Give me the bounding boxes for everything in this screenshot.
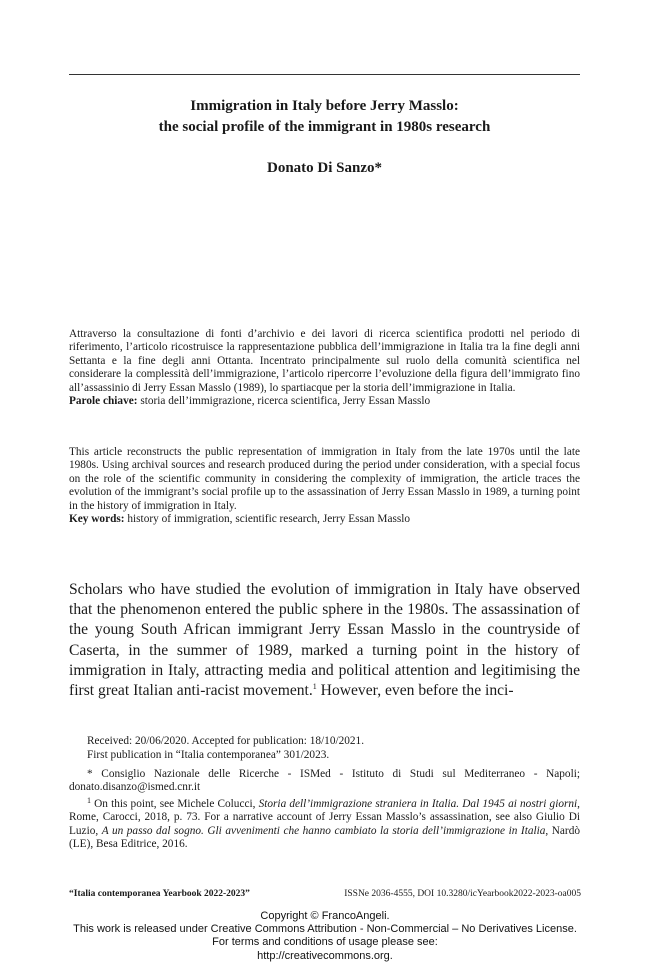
- footnote-1: [69, 795, 580, 852]
- keywords-italian-label: Parole chiave:: [69, 395, 138, 408]
- body-text-continued: However, even before the inci-: [316, 682, 514, 700]
- footnote-1-part-b: , Rome, Carocci, 2018, p. 73. For a narrative account of Jerry Essan Masslo’s assassination, see also Giulio Di Luzio,: [69, 797, 580, 837]
- journal-name: “Italia contemporanea Yearbook 2022-2023”: [69, 889, 250, 899]
- received-accepted: Received: 20/06/2020. Accepted for publication: 18/10/2021.: [87, 735, 365, 747]
- footnote-1-mark: 1: [87, 795, 91, 805]
- header-rule: [69, 74, 580, 75]
- keywords-english-list: history of immigration, scientific research, Jerry Essan Masslo: [127, 513, 411, 526]
- article-title: [69, 96, 580, 138]
- copyright-line: Copyright © FrancoAngeli.: [260, 910, 390, 922]
- license-notice: [0, 910, 650, 963]
- publication-dates: [87, 734, 580, 762]
- terms-line: For terms and conditions of usage please see:: [212, 936, 438, 949]
- license-url[interactable]: http://creativecommons.org.: [257, 949, 393, 962]
- keywords-italian-list: storia dell’immigrazione, ricerca scientifica, Jerry Essan Masslo: [140, 395, 431, 408]
- keywords-english-label: Key words:: [69, 513, 125, 526]
- footnotes: [69, 768, 580, 854]
- author-name: Donato Di Sanzo*: [266, 160, 382, 176]
- body-paragraph: [69, 580, 580, 701]
- keywords-italian: [69, 395, 580, 408]
- abstract-english: [69, 446, 580, 526]
- abstract-english-text: This article reconstructs the public representation of immigration in Italy from the late 1970s until the late 1980s. Using archival sources and research produced during the period under consideration, with a special focus on the role of the scientific community in considering the complexity of immigration, the article traces the evolution of the immigrant’s social profile up to the assassination of Jerry Essan Masslo in 1989, a turning point in the history of immigration in Italy.: [69, 446, 580, 512]
- footnote-reference-1[interactable]: 1: [312, 682, 317, 692]
- abstract-italian: [69, 328, 580, 408]
- author-affiliation: * Consiglio Nazionale delle Ricerche - ISMed - Istituto di Studi sul Mediterraneo - Napoli; donato.disanzo@ismed.cnr.it: [69, 768, 580, 794]
- license-line: This work is released under Creative Commons Attribution - Non-Commercial – No Derivatives License.: [73, 923, 577, 936]
- first-publication: First publication in “Italia contemporanea” 301/2023.: [87, 749, 330, 761]
- footnote-1-part-c: , Nardò (LE), Besa Editrice, 2016.: [69, 824, 580, 851]
- title-line-1: Immigration in Italy before Jerry Masslo:: [190, 98, 459, 114]
- footnote-1-book-title-2: A un passo dal sogno. Gli avvenimenti che hanno cambiato la storia dell’immigrazione in Italia: [101, 824, 546, 837]
- footnote-1-part-a: On this point, see Michele Colucci,: [91, 797, 259, 810]
- abstract-italian-text: Attraverso la consultazione di fonti d’archivio e dei lavori di ricerca scientifica prodotti nel periodo di riferimento, l’articolo ricostruisce la rappresentazione pubblica dell’immigrazione in Italia tra la fine degli anni Settanta e la fine degli anni Ottanta. Incentrato principalmente sul ruolo della comunità scientifica nel considerare la complessità dell’immigrazione, l’articolo ripercorre l’evoluzione della figura dell’immigrato fino all’assassinio di Jerry Essan Masslo (1989), lo spartiacque per la storia dell’immigrazione in Italia.: [69, 328, 580, 394]
- footnote-1-book-title-1: Storia dell’immigrazione straniera in Italia. Dal 1945 ai nostri giorni: [258, 797, 578, 810]
- keywords-english: [69, 513, 580, 526]
- title-line-2: the social profile of the immigrant in 1980s research: [158, 119, 491, 135]
- body-text-main: Scholars who have studied the evolution of immigration in Italy have observed that the phenomenon entered the public sphere in the 1980s. The assassination of the young South African immigrant Jerry Essan Masslo in the countryside of Caserta, in the summer of 1989, marked a turning point in the history of immigration in Italy, attracting media and political attention and legitimising the first great Italian anti-racist movement.: [69, 581, 580, 700]
- issn-doi: ISSNe 2036-4555, DOI 10.3280/icYearbook2022-2023-oa005: [344, 889, 581, 899]
